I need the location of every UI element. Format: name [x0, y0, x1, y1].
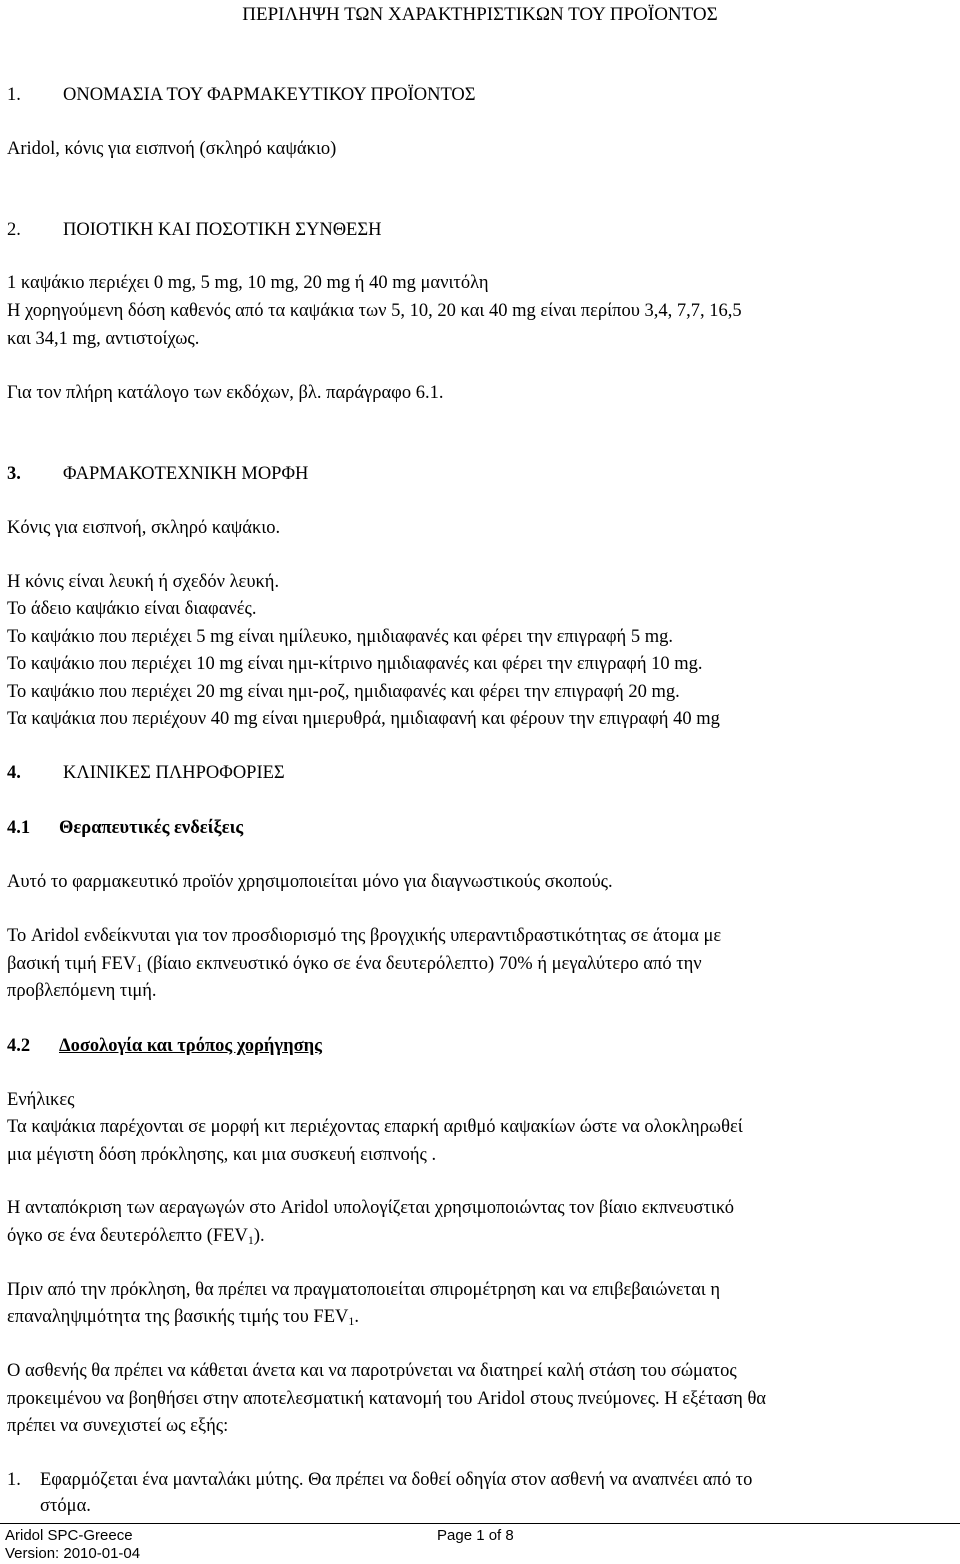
text-run: .	[354, 1307, 359, 1327]
section-number: 4.1	[7, 818, 31, 838]
section-number: 3.	[7, 464, 21, 484]
product-name: Aridol, κόνις για εισπνοή (σκληρό καψάκιο)	[7, 139, 337, 159]
list-item	[40, 1467, 900, 1519]
dosage-paragraph	[7, 1223, 265, 1253]
excipients-reference: Για τον πλήρη κατάλογο των εκδόχων, βλ. παράγραφο 6.1.	[7, 383, 444, 403]
section-number: 1.	[7, 85, 21, 105]
composition-line: και 34,1 mg, αντιστοίχως.	[7, 329, 200, 349]
list-item-line: στόμα.	[40, 1496, 91, 1516]
section-2-heading	[7, 217, 381, 243]
dosage-paragraph: πρέπει να συνεχιστεί ως εξής:	[7, 1416, 229, 1436]
page-footer	[0, 1523, 960, 1564]
dosage-paragraph: Πριν από την πρόκληση, θα πρέπει να πραγματοποιείται σπιρομέτρηση και να επιβεβαιώνεται η	[7, 1280, 721, 1300]
text-run: ).	[253, 1226, 265, 1246]
subscript: 1	[348, 1314, 355, 1328]
footer-document-name: Aridol SPC-Greece	[5, 1527, 133, 1544]
section-number: 4.	[7, 763, 21, 783]
section-3-heading	[7, 461, 308, 487]
dosage-paragraph: Η ανταπόκριση των αεραγωγών στο Aridol υπολογίζεται χρησιμοποιώντας τον βίαιο εκπνευστικό	[7, 1198, 735, 1218]
section-title: ΚΛΙΝΙΚΕΣ ΠΛΗΡΟΦΟΡΙΕΣ	[63, 763, 285, 783]
section-title: ΦΑΡΜΑΚΟΤΕΧΝΙΚΗ ΜΟΡΦΗ	[63, 464, 309, 484]
dosage-paragraph: Τα καψάκια παρέχονται σε μορφή κιτ περιέχοντας επαρκή αριθμό καψακίων ώστε να ολοκληρωθεί	[7, 1117, 743, 1137]
indication-paragraph: προβλεπόμενη τιμή.	[7, 981, 157, 1001]
text-run: (βίαιο εκπνευστικό όγκο σε ένα δευτερόλεπτο) 70% ή μεγαλύτερο από την	[142, 954, 702, 974]
subscript: 1	[247, 1233, 254, 1247]
form-line: Το καψάκιο που περιέχει 10 mg είναι ημι-κίτρινο ημιδιαφανές και φέρει την επιγραφή 10 mg.	[7, 654, 703, 674]
list-item-number: 1.	[7, 1470, 21, 1490]
section-title: Δοσολογία και τρόπος χορήγησης	[59, 1036, 322, 1056]
indication-paragraph	[7, 951, 702, 981]
footer-page-number: Page 1 of 8	[437, 1527, 514, 1544]
composition-line: Η χορηγούμενη δόση καθενός από τα καψάκια των 5, 10, 20 και 40 mg είναι περίπου 3,4, 7,7, 16,5	[7, 301, 742, 321]
text-run: επαναληψιμότητα της βασικής τιμής του FEV	[7, 1307, 349, 1327]
dosage-paragraph: Ο ασθενής θα πρέπει να κάθεται άνετα και να παροτρύνεται να διατηρεί καλή στάση του σώματος	[7, 1361, 737, 1381]
footer-version: Version: 2010-01-04	[5, 1545, 141, 1562]
indication-paragraph: Το Aridol ενδείκνυται για τον προσδιορισμό της βρογχικής υπεραντιδραστικότητας σε άτομα με	[7, 926, 722, 946]
section-4-heading	[7, 760, 285, 786]
dosage-paragraph: προκειμένου να βοηθήσει στην αποτελεσματική κατανομή του Aridol στους πνεύμονες. Η εξέταση θα	[7, 1389, 766, 1409]
form-line: Τα καψάκια που περιέχουν 40 mg είναι ημιερυθρά, ημιδιαφανή και φέρουν την επιγραφή 40 mg	[7, 709, 720, 729]
section-4-2-heading	[7, 1033, 322, 1059]
dosage-paragraph	[7, 1304, 359, 1334]
section-number: 4.2	[7, 1036, 31, 1056]
form-line: Η κόνις είναι λευκή ή σχεδόν λευκή.	[7, 572, 280, 592]
subheading-adults: Ενήλικες	[7, 1090, 75, 1110]
form-line: Το καψάκιο που περιέχει 20 mg είναι ημι-ροζ, ημιδιαφανές και φέρει την επιγραφή 20 mg.	[7, 682, 680, 702]
section-number: 2.	[7, 220, 21, 240]
form-line: Κόνις για εισπνοή, σκληρό καψάκιο.	[7, 518, 281, 538]
text-run: βασική τιμή FEV	[7, 954, 137, 974]
indication-paragraph: Αυτό το φαρμακευτικό προϊόν χρησιμοποιείται μόνο για διαγνωστικούς σκοπούς.	[7, 872, 613, 892]
subscript: 1	[136, 961, 143, 975]
section-4-1-heading	[7, 815, 243, 841]
dosage-paragraph: μια μέγιστη δόση πρόκλησης, και μια συσκευή εισπνοής .	[7, 1145, 437, 1165]
form-line: Το άδειο καψάκιο είναι διαφανές.	[7, 599, 257, 619]
section-title: Θεραπευτικές ενδείξεις	[59, 818, 244, 838]
page-title: ΠΕΡΙΛΗΨΗ ΤΩΝ ΧΑΡΑΚΤΗΡΙΣΤΙΚΩΝ ΤΟΥ ΠΡΟΪΟΝΤΟΣ	[242, 4, 718, 25]
composition-line: 1 καψάκιο περιέχει 0 mg, 5 mg, 10 mg, 20 mg ή 40 mg μανιτόλη	[7, 273, 489, 293]
list-item-line: Εφαρμόζεται ένα μανταλάκι μύτης. Θα πρέπει να δοθεί οδηγία στον ασθενή να αναπνέει από το	[40, 1470, 753, 1490]
text-run: όγκο σε ένα δευτερόλεπτο (FEV	[7, 1226, 248, 1246]
section-title: ΠΟΙΟΤΙΚΗ ΚΑΙ ΠΟΣΟΤΙΚΗ ΣΥΝΘΕΣΗ	[63, 220, 382, 240]
section-1-heading	[7, 82, 476, 108]
section-title: ΟΝΟΜΑΣΙΑ ΤΟΥ ΦΑΡΜΑΚΕΥΤΙΚΟΥ ΠΡΟΪΟΝΤΟΣ	[63, 85, 476, 105]
form-line: Το καψάκιο που περιέχει 5 mg είναι ημίλευκο, ημιδιαφανές και φέρει την επιγραφή 5 mg.	[7, 627, 673, 647]
